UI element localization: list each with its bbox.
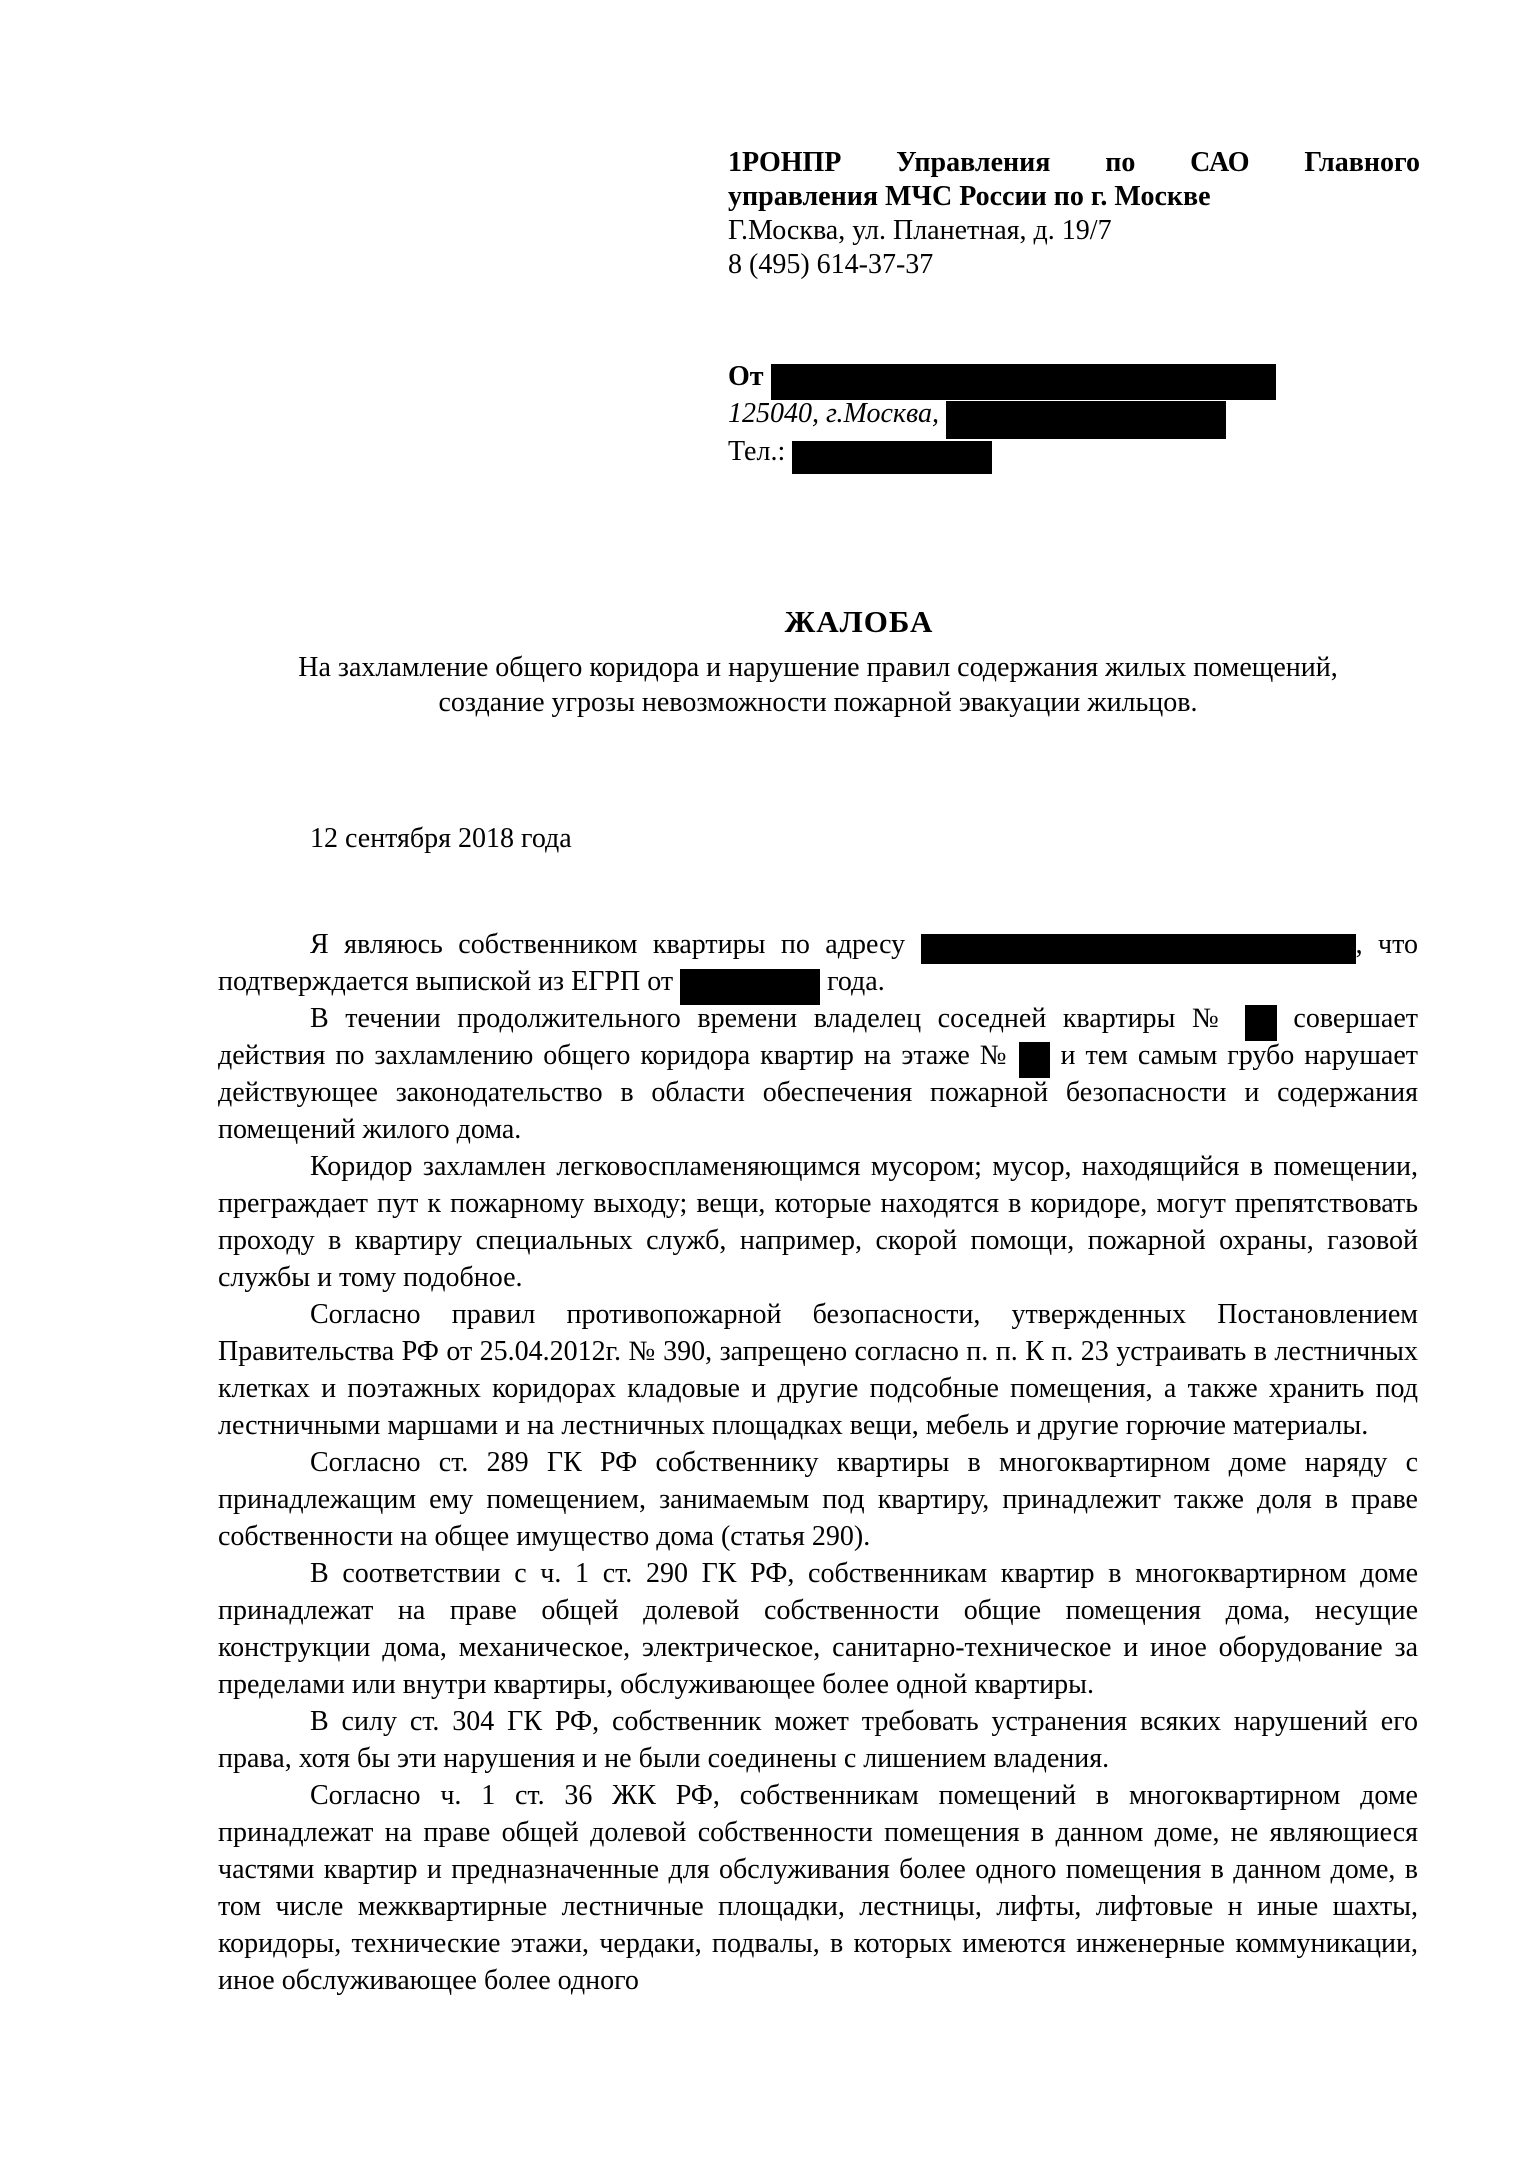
redaction-box-apartment-number <box>1245 1005 1277 1041</box>
paragraph-ownership-text-1: Я являюсь собственником квартиры по адресу <box>310 929 921 960</box>
paragraph-ownership <box>218 926 1418 1000</box>
recipient-phone: 8 (495) 614-37-37 <box>728 249 934 280</box>
recipient-line-2: управления МЧС России по г. Москве <box>728 181 1211 212</box>
paragraph-gk-289: Согласно ст. 289 ГК РФ собственнику квартиры в многоквартирном доме наряду с принадлежащим ему помещением, занимаемым под квартиру, принадлежит также доля в праве собственности на общее имущество дома (статья 290). <box>218 1447 1418 1552</box>
sender-address-prefix: 125040, г.Москва, <box>728 398 939 429</box>
sender-address-line <box>728 395 1448 433</box>
redaction-box-floor-number <box>1019 1042 1050 1078</box>
subtitle-line-1: На захламление общего коридора и нарушение правил содержания жилых помещений, <box>298 652 1338 683</box>
subtitle-line-2: создание угрозы невозможности пожарной эвакуации жильцов. <box>438 687 1198 718</box>
paragraph-gk-304: В силу ст. 304 ГК РФ, собственник может требовать устранения всяких нарушений его права, хотя бы эти нарушения и не были соединены с лишением владения. <box>218 1706 1418 1774</box>
paragraph-fire-rules: Согласно правил противопожарной безопасности, утвержденных Постановлением Правительства РФ от 25.04.2012г. № 390, запрещено согласно п. п. К п. 23 устраивать в лестничных клетках и поэтажных коридорах кладовые и другие подсобные помещения, а также хранить под лестничными маршами и на лестничных площадках вещи, мебель и другие горючие материалы. <box>218 1299 1418 1441</box>
document-subtitle <box>218 650 1418 720</box>
paragraph-ownership-text-3: года. <box>820 966 885 997</box>
redaction-box-address <box>921 934 1356 964</box>
paragraph-neighbor-text-1: В течении продолжительного времени владелец соседней квартиры № <box>310 1003 1245 1034</box>
phone-label: Тел.: <box>728 436 786 467</box>
paragraph-corridor: Коридор захламлен легковоспламеняющимся мусором; мусор, находящийся в помещении, преграждает пут к пожарному выходу; вещи, которые находятся в коридоре, могут препятствовать проходу в квартиру специальных служб, например, скорой помощи, пожарной охраны, газовой службы и тому подобное. <box>218 1151 1418 1293</box>
from-label: От <box>728 361 764 392</box>
sender-block <box>728 358 1448 470</box>
paragraph-ownership-text-2: , что подтверждается выпиской из ЕГРП от <box>218 929 1419 997</box>
title-block <box>218 604 1418 720</box>
paragraph-zhk-36: Согласно ч. 1 ст. 36 ЖК РФ, собственникам помещений в многоквартирном доме принадлежат на праве общей долевой собственности помещения в данном доме, не являющиеся частями квартир и предназначенные для обслуживания более одного помещения в данном доме, в том числе межквартирные лестничные площадки, лестницы, лифты, лифтовые н иные шахты, коридоры, технические этажи, чердаки, подвалы, в которых имеются инженерные коммуникации, иное обслуживающее более одного <box>218 1780 1418 1996</box>
document-title: ЖАЛОБА <box>784 604 934 639</box>
redaction-box-sender-phone <box>792 441 992 474</box>
paragraph-neighbor-text-2: совершает действия по захламлению общего коридора квартир на этаже № <box>218 1003 1418 1071</box>
recipient-block <box>728 146 1420 282</box>
sender-from-line <box>728 358 1448 395</box>
paragraph-neighbor <box>218 1000 1418 1148</box>
paragraph-neighbor-text-3: и тем самым грубо нарушает действующее законодательство в области обеспечения пожарной безопасности и содержания помещений жилого дома. <box>218 1040 1418 1145</box>
recipient-line-1: 1РОНПР Управления по САО Главного <box>728 147 1420 178</box>
paragraph-gk-290: В соответствии с ч. 1 ст. 290 ГК РФ, собственникам квартир в многоквартирном доме принадлежат на праве общей долевой собственности общие помещения дома, несущие конструкции дома, механическое, электрическое, санитарно-техническое и иное оборудование за пределами или внутри квартиры, обслуживающее более одной квартиры. <box>218 1558 1418 1700</box>
document-body <box>218 926 1418 1999</box>
recipient-address: Г.Москва, ул. Планетная, д. 19/7 <box>728 215 1112 246</box>
document-date: 12 сентября 2018 года <box>310 823 572 854</box>
